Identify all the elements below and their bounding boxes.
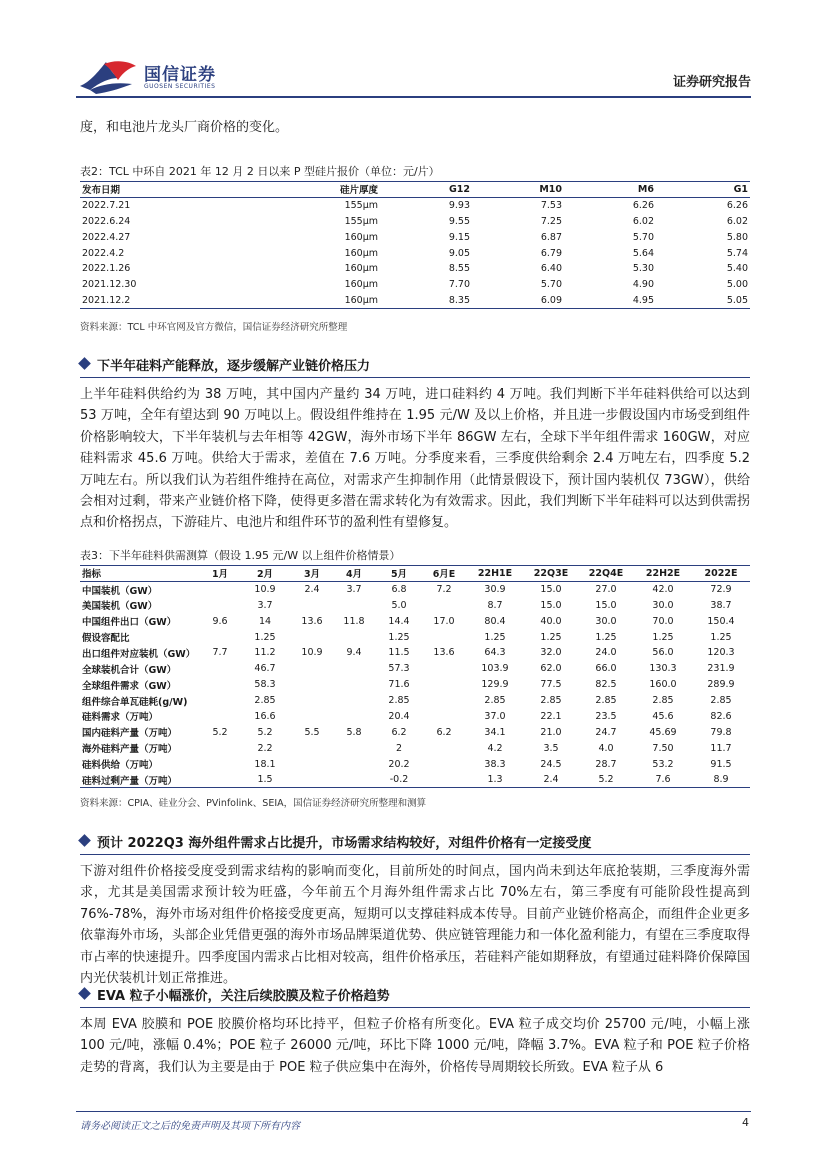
table3-cell: 11.2: [254, 647, 276, 659]
table3-cell: 5.0: [391, 599, 407, 611]
table3-cell: 150.4: [707, 615, 735, 627]
table3-cell: 15.0: [540, 599, 562, 611]
table2-cell: 5.70: [540, 279, 562, 291]
table2-cell: 9.93: [448, 200, 470, 212]
table3-col-header: 22Q3E: [524, 566, 578, 582]
diamond-bullet-icon: [78, 357, 91, 370]
table3-row-label: 国内硅料产量（万吨）: [82, 728, 178, 740]
table3-cell: 82.5: [595, 679, 617, 691]
page-header: [0, 0, 827, 100]
table3-row-label: 硅料需求（万吨）: [82, 712, 159, 724]
guosen-logo-mark-icon: [76, 56, 138, 96]
table3-cell: 6.2: [436, 726, 452, 738]
table2-cell: 160μm: [344, 247, 378, 259]
footer-disclaimer: 请务必阅读正文之后的免责声明及其项下所有内容: [80, 1121, 300, 1132]
table2-cell: 9.15: [448, 231, 470, 243]
table3-cell: 15.0: [595, 599, 617, 611]
table3-cell: [202, 772, 238, 788]
table2-row: [80, 261, 750, 277]
table2-col-m10: M10: [472, 182, 564, 198]
table3-cell: 30.0: [652, 599, 674, 611]
table3-row-label: 假设容配比: [82, 633, 130, 644]
table3-cell: 11.5: [388, 647, 410, 659]
table2-cell: 155μm: [344, 215, 378, 227]
table3-cell: 7.2: [436, 584, 452, 596]
table2-cell: 5.05: [656, 293, 750, 309]
table3-cell: 27.0: [595, 584, 617, 596]
table3-cell: 14.4: [388, 615, 410, 627]
table3-cell: 37.0: [484, 710, 506, 722]
table3-cell: 1.3: [466, 772, 524, 788]
table3-cell: 1.25: [254, 631, 276, 643]
table2-cell: 6.26: [632, 200, 654, 212]
diamond-bullet-icon: [78, 834, 91, 847]
section3-paragraph: 本周 EVA 胶膜和 POE 胶膜价格均环比持平，但粒子价格有所变化。EVA 粒子成交均价 25700 元/吨，小幅上涨 100 元/吨，涨幅 0.4%；POE 粒子 26000 元/吨，环比下降 1000 元/吨，降幅 3.7%。EVA 粒子和 POE 粒子价格走势的背离，我们认为主要是由于 POE 粒子供应集中在海外，价格传导周期较长所致。EVA 粒子从 6: [80, 1017, 750, 1075]
table2-cell: 6.09: [472, 293, 564, 309]
table3-cell: 40.0: [540, 615, 562, 627]
table3-cell: 62.0: [540, 663, 562, 675]
table2-cell: 5.64: [632, 247, 654, 259]
table3-col-header: 2022E: [692, 566, 750, 582]
table3-cell: 72.9: [710, 584, 732, 596]
table3-cell: 9.4: [346, 647, 362, 659]
table3-cell: 24.7: [595, 726, 617, 738]
table2-col-m6: M6: [564, 182, 656, 198]
section1-title: 下半年硅料产能释放，逐步缓解产业链价格压力: [97, 359, 371, 374]
table3-cell: [292, 677, 332, 693]
table3-col-header: 5月: [376, 566, 422, 582]
table3-cell: 3.5: [543, 742, 559, 754]
table3-cell: [422, 629, 466, 645]
table3-cell: [332, 693, 376, 709]
table3-cell: 24.5: [540, 758, 562, 770]
table2-cell: 160μm: [344, 279, 378, 291]
table3-cell: 77.5: [540, 679, 562, 691]
table3-cell: [332, 597, 376, 613]
section3-title: EVA 粒子小幅涨价，关注后续胶膜及粒子价格趋势: [97, 989, 390, 1004]
report-type-label: 证券研究报告: [672, 75, 751, 90]
table3-cell: [202, 709, 238, 725]
table3-cell: 2.4: [524, 772, 578, 788]
section2-heading: [80, 832, 750, 852]
table3-cell: 14: [258, 615, 272, 627]
table3-row-label: 海外硅料产量（万吨）: [82, 744, 178, 756]
table3-cell: [292, 772, 332, 788]
table3-cell: 6.8: [391, 584, 407, 596]
table2-cell: 6.40: [540, 263, 562, 275]
table3-row-label: 硅料过剩产量（万吨）: [80, 772, 202, 788]
table3-cell: 4.2: [487, 742, 503, 754]
table3-cell: [422, 709, 466, 725]
table3-cell: 53.2: [652, 758, 674, 770]
table3-cell: 6.2: [391, 726, 407, 738]
table2-col-g1: G1: [656, 182, 750, 198]
table2-cell: 6.02: [726, 215, 748, 227]
table3-cell: 45.69: [649, 726, 677, 738]
table3-row-label: 全球组件需求（GW）: [82, 680, 177, 692]
table3-cell: [422, 677, 466, 693]
table3-cell: 42.0: [652, 584, 674, 596]
table3-cell: 5.8: [346, 726, 362, 738]
table3-cell: 2.85: [484, 695, 506, 707]
intro-paragraph: 度，和电池片龙头厂商价格的变化。: [80, 120, 289, 135]
table3-cell: 3.7: [257, 599, 273, 611]
table2-cell: 6.02: [632, 215, 654, 227]
table2-cell: 2021.12.2: [80, 293, 230, 309]
table2-row: [80, 245, 750, 261]
table3-cell: 8.9: [692, 772, 750, 788]
table2-cell: 2022.4.2: [82, 247, 125, 259]
table3-cell: 160.0: [649, 679, 677, 691]
table3-row-label: 组件综合单瓦硅耗(g/W): [82, 696, 188, 708]
diamond-bullet-icon: [78, 987, 91, 1000]
table3-cell: 38.7: [710, 599, 732, 611]
table3-cell: [202, 597, 238, 613]
table3-cell: 71.6: [388, 679, 410, 691]
table2-cell: 7.53: [540, 200, 562, 212]
table3-col-header: 1月: [202, 566, 238, 582]
table3-cell: 5.2: [212, 726, 228, 738]
table2-cell: 5.74: [726, 247, 748, 259]
table3-cell: 45.6: [652, 710, 674, 722]
table3-cell: 30.9: [484, 584, 506, 596]
table3-cell: [332, 756, 376, 772]
table3-cell: 1.5: [238, 772, 292, 788]
table3-col-header: 6月E: [422, 566, 466, 582]
table2-cell: 9.55: [448, 215, 470, 227]
table2-source: 资料来源：TCL 中环官网及官方微信，国信证券经济研究所整理: [80, 322, 348, 333]
table3-cell: [332, 772, 376, 788]
table3-cell: [292, 629, 332, 645]
table3-cell: 2.2: [257, 742, 273, 754]
table3-cell: 1.25: [388, 631, 410, 643]
table2-row: [80, 293, 750, 309]
table2-cell: 2022.6.24: [82, 215, 131, 227]
table3-cell: 2.85: [595, 695, 617, 707]
table3-row: [80, 756, 750, 772]
table3-cell: 231.9: [707, 663, 735, 675]
table3-row: [80, 645, 750, 661]
table2-silicon-wafer-prices: [80, 181, 750, 309]
table3-row: [80, 772, 750, 788]
table3-cell: [422, 756, 466, 772]
table3-row: [80, 693, 750, 709]
table3-row: [80, 629, 750, 645]
table3-cell: [332, 629, 376, 645]
table2-cell: 6.79: [540, 247, 562, 259]
table3-row-label: 出口组件对应装机（GW）: [82, 648, 196, 660]
table3-col-header: 3月: [292, 566, 332, 582]
table3-cell: 130.3: [649, 663, 677, 675]
table3-cell: 10.9: [254, 584, 276, 596]
table2-cell: 4.90: [632, 279, 654, 291]
guosen-logo: [76, 56, 236, 96]
table2-caption: 表2：TCL 中环自 2021 年 12 月 2 日以来 P 型硅片报价（单位：元/片）: [80, 165, 440, 178]
table3-row: [80, 724, 750, 740]
table2-col-thickness: 硅片厚度: [230, 182, 380, 198]
table2-cell: 7.70: [448, 279, 470, 291]
table3-caption: 表3：下半年硅料供需测算（假设 1.95 元/W 以上组件价格情景）: [80, 549, 401, 562]
section2-paragraph: 下游对组件价格接受度受到需求结构的影响而变化，目前所处的时间点，国内尚未到达年底抢装期，三季度海外需求，尤其是美国需求预计较为旺盛，今年前五个月海外组件需求占比 70%左右，第三季度有可能阶段性提高到 76%-78%，海外市场对组件价格接受度更高，短期可以支撑硅料成本传导。目前产业链价格高企，而组件企业更多依靠海外市场，头部企业凭借更强的海外市场品牌渠道优势、供应链管理能力和一体化盈利能力，有望在三季度取得市占率的快速提升。四季度国内需求占比相对较高，组件价格承压，若硅料产能如期释放，有望通过硅料降价保障国内光伏装机计划正常推进。: [80, 864, 750, 987]
table3-cell: [422, 772, 466, 788]
table2-cell: 5.00: [726, 279, 748, 291]
table3-cell: [422, 597, 466, 613]
section1-heading: [80, 355, 750, 375]
table3-cell: 17.0: [433, 615, 455, 627]
table3-cell: 9.6: [212, 615, 228, 627]
table3-header-row: [80, 566, 750, 582]
table2-cell: 8.55: [448, 263, 470, 275]
table2-row: [80, 277, 750, 293]
table3-cell: 11.8: [343, 615, 365, 627]
header-divider: [76, 96, 751, 98]
table3-row-label: 中国组件出口（GW）: [82, 617, 177, 629]
table3-row: [80, 677, 750, 693]
table3-col-header: 4月: [332, 566, 376, 582]
logo-chinese-name: 国信证券: [144, 65, 216, 85]
table3-cell: 18.1: [254, 758, 276, 770]
table3-cell: 289.9: [707, 679, 735, 691]
table3-cell: 1.25: [595, 631, 617, 643]
table2-cell: 7.25: [540, 215, 562, 227]
table3-cell: 2.85: [652, 695, 674, 707]
table3-cell: 1.25: [484, 631, 506, 643]
table3-col-header: 指标: [80, 566, 202, 582]
section3-rule: [80, 1007, 750, 1008]
table3-cell: 10.9: [301, 647, 323, 659]
table3-col-header: 22Q4E: [578, 566, 634, 582]
table3-cell: 46.7: [254, 663, 276, 675]
table3-col-header: 22H1E: [466, 566, 524, 582]
table3-cell: [202, 677, 238, 693]
table3-cell: 56.0: [652, 647, 674, 659]
table3-cell: [422, 661, 466, 677]
table3-cell: 58.3: [254, 679, 276, 691]
table3-cell: 23.5: [595, 710, 617, 722]
table3-cell: 2.85: [710, 695, 732, 707]
table3-cell: 13.6: [301, 615, 323, 627]
table2-cell: 5.70: [632, 231, 654, 243]
table3-cell: [422, 693, 466, 709]
table3-cell: 2.4: [304, 584, 320, 596]
table2-cell: 155μm: [344, 200, 378, 212]
table3-cell: [202, 740, 238, 756]
table3-cell: 120.3: [707, 647, 735, 659]
table2-row: [80, 213, 750, 229]
table3-cell: [292, 661, 332, 677]
table3-cell: 5.2: [257, 726, 273, 738]
table3-cell: 32.0: [540, 647, 562, 659]
table3-cell: 20.4: [388, 710, 410, 722]
table3-cell: 4.0: [598, 742, 614, 754]
table3-cell: 91.5: [710, 758, 732, 770]
table3-cell: 57.3: [388, 663, 410, 675]
table3-cell: 13.6: [433, 647, 455, 659]
table3-cell: 103.9: [481, 663, 509, 675]
table3-cell: [292, 693, 332, 709]
table3-cell: [202, 629, 238, 645]
table3-row-label: 全球装机合计（GW）: [82, 664, 177, 676]
table3-cell: 1.25: [710, 631, 732, 643]
table3-cell: -0.2: [376, 772, 422, 788]
table3-cell: 64.3: [484, 647, 506, 659]
table3-cell: [202, 693, 238, 709]
table3-cell: [292, 756, 332, 772]
table3-cell: 2.85: [254, 695, 276, 707]
table3-cell: 5.2: [578, 772, 634, 788]
table3-cell: 2: [395, 742, 403, 754]
section3-heading: [80, 985, 750, 1005]
footer-divider: [76, 1111, 751, 1112]
table3-row: [80, 581, 750, 597]
table3-cell: [202, 756, 238, 772]
table3-cell: 34.1: [484, 726, 506, 738]
table3-col-header: 22H2E: [634, 566, 692, 582]
table3-row: [80, 597, 750, 613]
table3-cell: 20.2: [388, 758, 410, 770]
table2-cell: 160μm: [344, 263, 378, 275]
table3-cell: [202, 661, 238, 677]
table2-cell: 5.80: [726, 231, 748, 243]
table3-cell: 30.0: [595, 615, 617, 627]
logo-english-name: GUOSEN SECURITIES: [144, 83, 216, 90]
section1-paragraph: 上半年硅料供给约为 38 万吨，其中国内产量约 34 万吨，进口硅料约 4 万吨。我们判断下半年硅料供给可以达到 53 万吨，全年有望达到 90 万吨以上。假设组件维持在 1.95 元/W 及以上价格，并且进一步假设国内市场受到组件价格影响较大，下半年装机与去年相等 42GW，海外市场下半年 86GW 左右，全球下半年组件需求 160GW，对应硅料需求 45.6 万吨。供给大于需求，差值在 7.6 万吨。分季度来看，三季度供给剩余 2.4 万吨左右，四季度 5.2 万吨左右。所以我们认为若组件维持在高位，对需求产生抑制作用（此情景假设下，预计国内装机仅 73GW），供给会相对过剩，带来产业链价格下降，使得更多潜在需求转化为有效需求。因此，我们判断下半年硅料可以达到供需拐点和价格拐点，下游硅片、电池片和组件环节的盈利性有望修复。: [80, 387, 750, 531]
table2-cell: 8.35: [380, 293, 472, 309]
section2-rule: [80, 854, 750, 855]
table3-cell: 38.3: [484, 758, 506, 770]
page-number: 4: [742, 1116, 749, 1129]
table2-cell: 160μm: [344, 231, 378, 243]
table3-cell: [332, 661, 376, 677]
table3-cell: 1.25: [652, 631, 674, 643]
table3-cell: [292, 597, 332, 613]
table2-cell: 6.87: [540, 231, 562, 243]
table3-cell: 66.0: [595, 663, 617, 675]
table3-source: 资料来源：CPIA、硅业分会、PVinfolink、SEIA，国信证券经济研究所整理和测算: [80, 798, 427, 809]
table3-col-header: 2月: [238, 566, 292, 582]
table3-row: [80, 613, 750, 629]
table3-cell: 7.7: [212, 647, 228, 659]
table3-cell: 15.0: [540, 584, 562, 596]
table2-cell: 5.40: [726, 263, 748, 275]
table3-cell: 7.6: [634, 772, 692, 788]
table3-cell: [332, 740, 376, 756]
table2-col-g12: G12: [380, 182, 472, 198]
table2-row: [80, 197, 750, 213]
table3-row: [80, 740, 750, 756]
table2-cell: 160μm: [230, 293, 380, 309]
table2-header-row: [80, 182, 750, 198]
table3-cell: 21.0: [540, 726, 562, 738]
table3-cell: 8.7: [487, 599, 503, 611]
table3-cell: 82.6: [710, 710, 732, 722]
table2-cell: 2021.12.30: [82, 279, 137, 291]
table3-cell: 24.0: [595, 647, 617, 659]
table2-cell: 4.95: [564, 293, 656, 309]
table3-row: [80, 709, 750, 725]
section1-rule: [80, 377, 750, 378]
table3-cell: 129.9: [481, 679, 509, 691]
table3-cell: 3.7: [346, 584, 362, 596]
table2-row: [80, 229, 750, 245]
table2-cell: 9.05: [448, 247, 470, 259]
section2-title: 预计 2022Q3 海外组件需求占比提升，市场需求结构较好，对组件价格有一定接受度: [97, 836, 592, 851]
table3-row: [80, 661, 750, 677]
table2-col-date: 发布日期: [80, 182, 230, 198]
table3-cell: 16.6: [254, 710, 276, 722]
table3-silicon-supply-demand: [80, 565, 750, 788]
table3-cell: 70.0: [652, 615, 674, 627]
table3-cell: [332, 709, 376, 725]
table3-row-label: 美国装机（GW）: [82, 601, 158, 613]
table3-cell: [332, 677, 376, 693]
table3-cell: [422, 740, 466, 756]
table3-cell: 11.7: [710, 742, 732, 754]
table2-cell: 2022.4.27: [82, 231, 131, 243]
table3-cell: 28.7: [595, 758, 617, 770]
table3-cell: [292, 709, 332, 725]
table3-cell: [202, 581, 238, 597]
table3-cell: 1.25: [540, 631, 562, 643]
table2-cell: 2022.7.21: [82, 200, 131, 212]
table3-cell: [292, 740, 332, 756]
table2-cell: 6.26: [726, 200, 748, 212]
table3-cell: 2.85: [388, 695, 410, 707]
table3-cell: 22.1: [540, 710, 562, 722]
table3-cell: 5.5: [304, 726, 320, 738]
table3-row-label: 中国装机（GW）: [82, 585, 158, 597]
table3-row-label: 硅料供给（万吨）: [82, 760, 159, 772]
table3-cell: 2.85: [540, 695, 562, 707]
table3-cell: 7.50: [652, 742, 674, 754]
table2-cell: 5.30: [632, 263, 654, 275]
table3-cell: 79.8: [710, 726, 732, 738]
table2-cell: 2022.1.26: [82, 263, 131, 275]
table3-cell: 80.4: [484, 615, 506, 627]
